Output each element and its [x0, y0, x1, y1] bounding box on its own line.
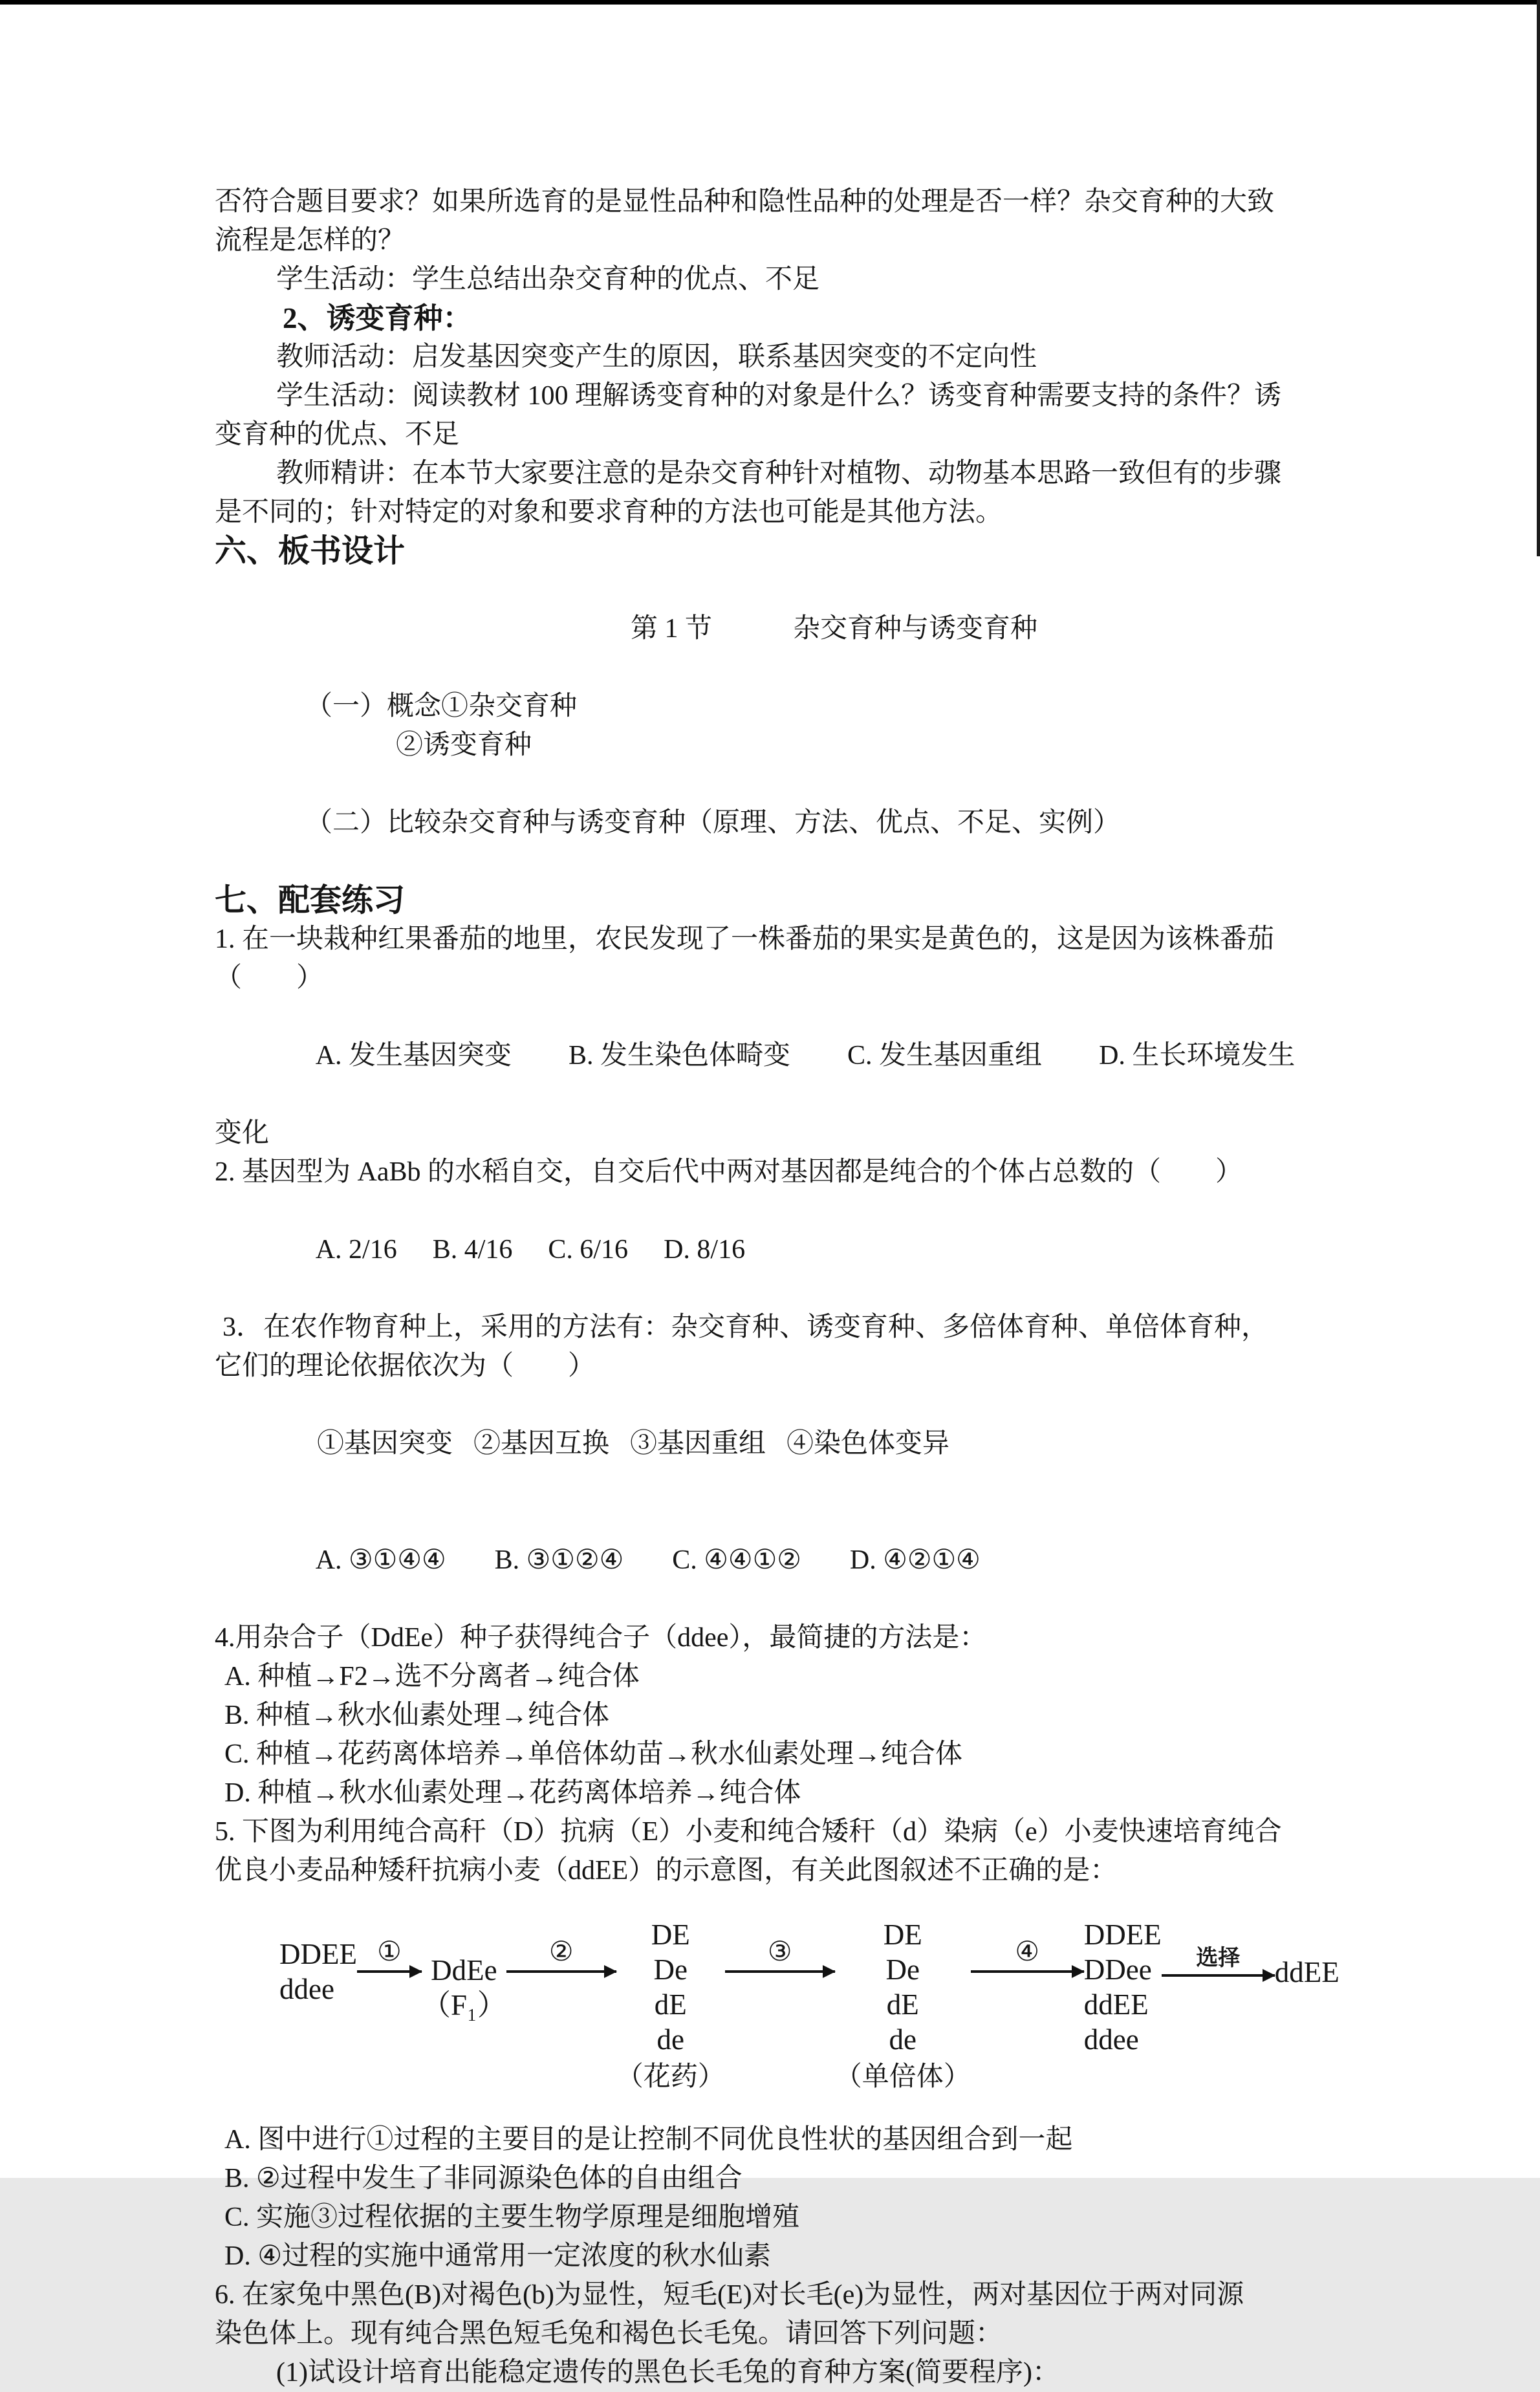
result-genotype-value: ddEE	[1274, 1956, 1339, 1988]
step-1-circled-number: ①	[377, 1937, 402, 1967]
q5-option-d: D. ④过程的实施中通常用一定浓度的秋水仙素	[224, 2241, 771, 2271]
result-genotype	[1275, 1955, 1339, 1990]
gamete-type: DE	[651, 1919, 690, 1951]
q5-stem-line-1: 5. 下图为利用纯合高秆（D）抗病（E）小麦和纯合矮秆（d）染病（e）小麦快速培育纯合	[215, 1817, 1282, 1847]
q1-stem-line-1: 1. 在一块栽种红果番茄的地里，农民发现了一株番茄的果实是黄色的，这是因为该株番茄	[215, 924, 1275, 954]
intro-line-2: 流程是怎样的？	[215, 226, 406, 256]
q3-option-c: C. ④④①②	[672, 1545, 801, 1575]
q5-stem-line-2: 优良小麦品种矮秆抗病小麦（ddEE）的示意图，有关此图叙述不正确的是：	[215, 1856, 1118, 1886]
f1-label: （F₁）	[421, 1989, 506, 2021]
intro-line-1: 否符合题目要求？如果所选育的是显性品种和隐性品种的处理是否一样？杂交育种的大致	[215, 187, 1275, 217]
q1-option-a: A. 发生基因突变	[315, 1041, 512, 1071]
q3-option-b: B. ③①②④	[494, 1545, 624, 1575]
board-item-1: （一）概念①杂交育种	[305, 691, 578, 721]
parent-genotype-bottom: ddee	[279, 1973, 334, 2005]
doubled-genotype: ddee	[1083, 2023, 1139, 2056]
gamete-column	[616, 1917, 725, 2094]
arrow-step-2	[506, 1938, 616, 1973]
practice-heading: 七、配套练习	[215, 882, 406, 918]
gamete-type: de	[656, 2023, 684, 2056]
arrow-step-4	[971, 1938, 1084, 1973]
q3-stem-line-1: 3．在农作物育种上，采用的方法有：杂交育种、诱变育种、多倍体育种、单倍体育种，	[222, 1312, 1269, 1342]
q2-options-row	[215, 1191, 1353, 1308]
haploid-column	[835, 1917, 971, 2094]
q1-answer-blank: （ ）	[215, 963, 324, 993]
q5-option-a: A. 图中进行①过程的主要目的是让控制不同优良性状的基因组合到一起	[224, 2125, 1073, 2155]
q4-option-d: D. 种植→秋水仙素处理→花药离体培养→纯合体	[224, 1778, 801, 1808]
teacher-lecture-wrap-line: 是不同的；针对特定的对象和要求育种的方法也可能是其他方法。	[215, 497, 1003, 527]
board-item-2: （二）比较杂交育种与诱变育种（原理、方法、优点、不足、实例）	[305, 808, 1121, 838]
q6-subquestion-1: (1)试设计培育出能稳定遗传的黑色长毛兔的育种方案(简要程序)：	[276, 2358, 1059, 2387]
q3-items-row	[215, 1386, 1353, 1502]
haploid-type: DE	[883, 1919, 922, 1951]
arrow-step-3	[725, 1938, 835, 1973]
student-activity-line: 学生活动：学生总结出杂交育种的优点、不足	[276, 265, 820, 294]
student-activity-wrap-line: 变育种的优点、不足	[215, 420, 460, 450]
mutation-breeding-heading: 2、诱变育种：	[283, 302, 472, 334]
anther-label: （花药）	[616, 2062, 725, 2092]
haploid-label: （单倍体）	[834, 2062, 971, 2092]
teacher-lecture-line: 教师精讲：在本节大家要注意的是杂交育种针对植物、动物基本思路一致但有的步骤	[276, 459, 1282, 488]
document-content	[215, 182, 1353, 2392]
q6-stem-line-1: 6. 在家兔中黑色(B)对褐色(b)为显性，短毛(E)对长毛(e)为显性，两对基因位于两对同源	[215, 2280, 1244, 2310]
lesson-title: 杂交育种与诱变育种	[793, 614, 1038, 644]
scan-edge-top	[0, 0, 1540, 5]
q5-option-c: C. 实施③过程依据的主要生物学原理是细胞增殖	[224, 2202, 800, 2232]
board-design-heading: 六、板书设计	[215, 533, 406, 569]
right-arrow-icon	[1162, 1974, 1275, 1977]
q4-stem: 4.用杂合子（DdEe）种子获得纯合子（ddee），最简捷的方法是：	[215, 1623, 987, 1653]
q2-stem: 2. 基因型为 AaBb 的水稻自交，自交后代中两对基因都是纯合的个体占总数的（ ）	[215, 1157, 1242, 1187]
arrow-select	[1162, 1947, 1275, 1977]
q3-option-d: D. ④②①④	[849, 1545, 981, 1575]
q5-option-b: B. ②过程中发生了非同源染色体的自由组合	[224, 2164, 743, 2193]
q2-option-b: B. 4/16	[432, 1235, 513, 1265]
f1-genotype-value: DdEe	[431, 1954, 497, 1986]
doubled-genotype: ddEE	[1083, 1988, 1149, 2021]
doubled-genotype: DDEE	[1083, 1919, 1162, 1951]
teacher-activity-line: 教师活动：启发基因突变产生的原因，联系基因突变的不定向性	[276, 342, 1037, 372]
q2-option-a: A. 2/16	[315, 1235, 397, 1265]
f1-genotype	[422, 1953, 506, 2023]
parent-genotypes	[279, 1937, 357, 2006]
q3-stem-line-2: 它们的理论依据依次为（ ）	[215, 1351, 596, 1381]
gamete-type: dE	[654, 1988, 687, 2021]
scan-edge-right	[1537, 0, 1540, 556]
q3-options-row	[215, 1502, 1353, 1618]
haploid-type: De	[885, 1953, 920, 1986]
q3-item-2: ②基因互换	[473, 1429, 610, 1459]
parent-genotype-top: DDEE	[279, 1938, 357, 1970]
arrow-step-1	[357, 1938, 422, 1973]
q1-option-b: B. 发生染色体畸变	[569, 1041, 791, 1071]
q3-option-a: A. ③①④④	[315, 1545, 446, 1575]
q6-stem-line-2: 染色体上。现有纯合黑色短毛兔和褐色长毛兔。请回答下列问题：	[215, 2319, 1003, 2349]
haploid-type: de	[889, 2023, 916, 2056]
right-arrow-icon	[971, 1970, 1084, 1973]
q1-option-d-wrap: 变化	[215, 1118, 270, 1148]
haploid-type: dE	[886, 1988, 919, 2021]
step-3-circled-number: ③	[767, 1937, 792, 1967]
q3-item-4: ④染色体变异	[786, 1429, 950, 1459]
lesson-title-line	[215, 571, 1353, 687]
q3-item-3: ③基因重组	[630, 1429, 766, 1459]
q3-item-1: ①基因突变	[317, 1429, 453, 1459]
doubled-genotype: DDee	[1083, 1953, 1152, 1986]
q4-option-c: C. 种植→花药离体培养→单倍体幼苗→秋水仙素处理→纯合体	[224, 1739, 963, 1769]
select-label: 选择	[1196, 1946, 1241, 1970]
step-2-circled-number: ②	[548, 1937, 574, 1967]
q4-option-b: B. 种植→秋水仙素处理→纯合体	[224, 1701, 610, 1730]
doubled-genotype-column	[1084, 1917, 1162, 2057]
q1-option-c: C. 发生基因重组	[847, 1041, 1043, 1071]
q4-option-a: A. 种植→F2→选不分离者→纯合体	[224, 1662, 640, 1691]
right-arrow-icon	[725, 1970, 835, 1973]
q2-option-c: C. 6/16	[548, 1235, 629, 1265]
right-arrow-icon	[506, 1970, 616, 1973]
board-item-1b: ②诱变育种	[396, 730, 532, 760]
gamete-type: De	[653, 1953, 688, 1986]
q1-options-row	[215, 997, 1353, 1114]
q2-option-d: D. 8/16	[664, 1235, 746, 1265]
step-4-circled-number: ④	[1015, 1937, 1040, 1967]
breeding-process-diagram	[279, 1917, 1353, 2094]
lesson-number: 第 1 节	[631, 614, 713, 644]
q1-option-d: D. 生长环境发生	[1099, 1041, 1296, 1071]
student-activity-line: 学生活动：阅读教材 100 理解诱变育种的对象是什么？诱变育种需要支持的条件？诱	[276, 381, 1282, 411]
right-arrow-icon	[357, 1970, 422, 1973]
